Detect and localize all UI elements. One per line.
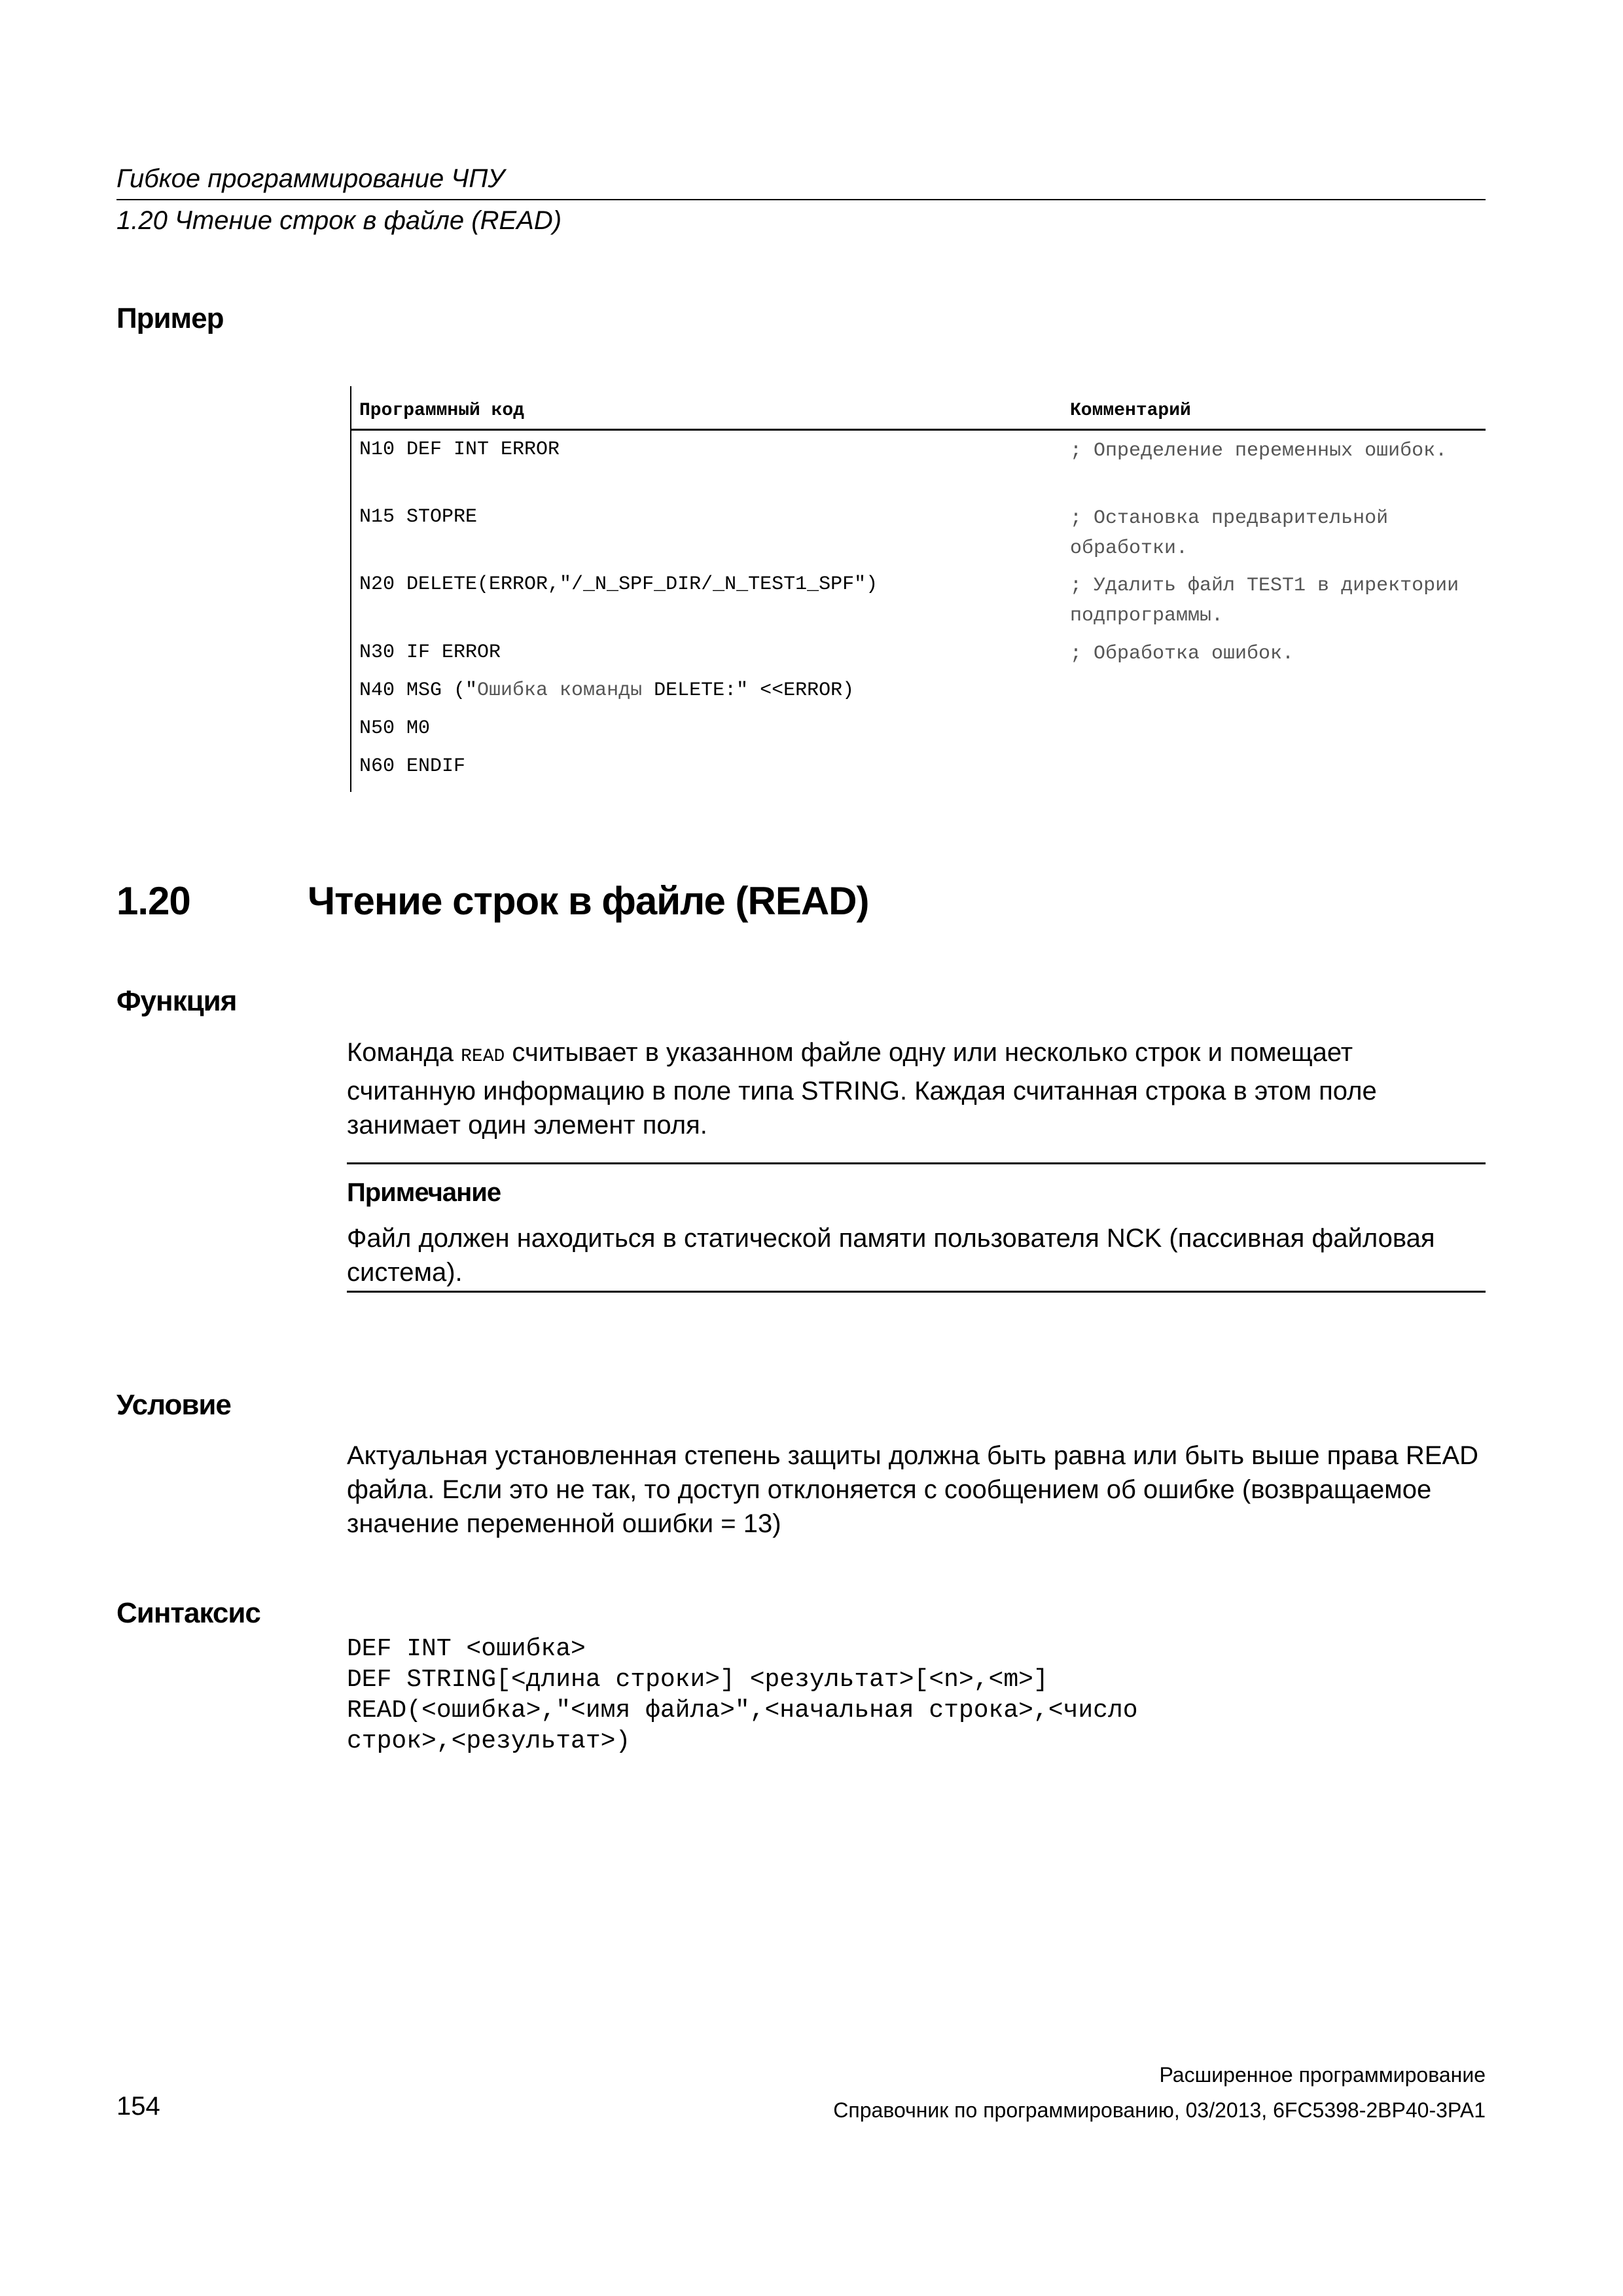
code-line: N10 DEF INT ERROR xyxy=(359,439,560,461)
code-line xyxy=(359,679,854,702)
code-string-literal: Ошибка команды xyxy=(477,679,643,702)
read-keyword: READ xyxy=(461,1047,505,1067)
code-line: N50 M0 xyxy=(359,717,431,740)
table-header-row xyxy=(350,386,1486,431)
running-header-section: 1.20 Чтение строк в файле (READ) xyxy=(116,206,562,235)
code-comment: ; Обработка ошибок. xyxy=(1070,643,1294,665)
header-rule xyxy=(116,199,1486,200)
condition-text: Актуальная установленная степень защиты должна быть равна или быть выше права READ файла. Если это не так, то доступ отклоняется с сообщением об ошибке (возвращаемое значение переменной ошибки = 13) xyxy=(347,1441,1479,1538)
note-bottom-rule xyxy=(347,1291,1486,1293)
footer-title: Расширенное программирование xyxy=(1159,2063,1486,2087)
code-line: N30 IF ERROR xyxy=(359,641,501,664)
function-text xyxy=(347,1035,1486,1142)
code-segment: DELETE:" <<ERROR) xyxy=(642,679,855,702)
note-top-rule xyxy=(347,1162,1486,1164)
syntax-heading: Синтаксис xyxy=(116,1597,260,1629)
code-line: N60 ENDIF xyxy=(359,755,466,778)
condition-heading: Условие xyxy=(116,1389,231,1421)
function-text-post: считывает в указанном файле одну или несколько строк и помещает считанную информацию в поле типа STRING. Каждая считанная строка в этом поле занимает один элемент поля. xyxy=(347,1038,1377,1139)
code-segment: N40 MSG (" xyxy=(359,679,478,702)
syntax-line: строк>,<результат>) xyxy=(347,1727,631,1755)
table-left-border xyxy=(350,386,351,792)
running-header-title: Гибкое программирование ЧПУ xyxy=(116,164,505,193)
code-comment: ; Определение переменных ошибок. xyxy=(1070,440,1448,462)
syntax-line: READ(<ошибка>,"<имя файла>",<начальная строка>,<число xyxy=(347,1696,1138,1725)
footer-reference: Справочник по программированию, 03/2013, 6FC5398-2BP40-3PA1 xyxy=(833,2098,1486,2122)
note-heading: Примечание xyxy=(347,1178,501,1207)
page-number: 154 xyxy=(116,2092,160,2121)
code-comment: ; Остановка предварительной обработки. xyxy=(1070,507,1389,560)
code-line: N15 STOPRE xyxy=(359,506,478,528)
column-header-comment: Комментарий xyxy=(1070,401,1191,421)
code-table xyxy=(350,386,1486,792)
section-title: Чтение строк в файле (READ) xyxy=(308,879,869,923)
section-number: 1.20 xyxy=(116,879,190,923)
column-header-code: Программный код xyxy=(359,401,525,421)
function-text-pre: Команда xyxy=(347,1038,461,1067)
syntax-line: DEF INT <ошибка> xyxy=(347,1635,586,1663)
function-heading: Функция xyxy=(116,985,237,1017)
syntax-line: DEF STRING[<длина строки>] <результат>[<n>,<m>] xyxy=(347,1666,1048,1694)
code-line: N20 DELETE(ERROR,"/_N_SPF_DIR/_N_TEST1_SPF") xyxy=(359,573,878,596)
note-text: Файл должен находиться в статической памяти пользователя NCK (пассивная файловая система). xyxy=(347,1224,1435,1287)
code-comment: ; Удалить файл TEST1 в директории подпрограммы. xyxy=(1070,575,1459,627)
example-heading: Пример xyxy=(116,302,224,334)
